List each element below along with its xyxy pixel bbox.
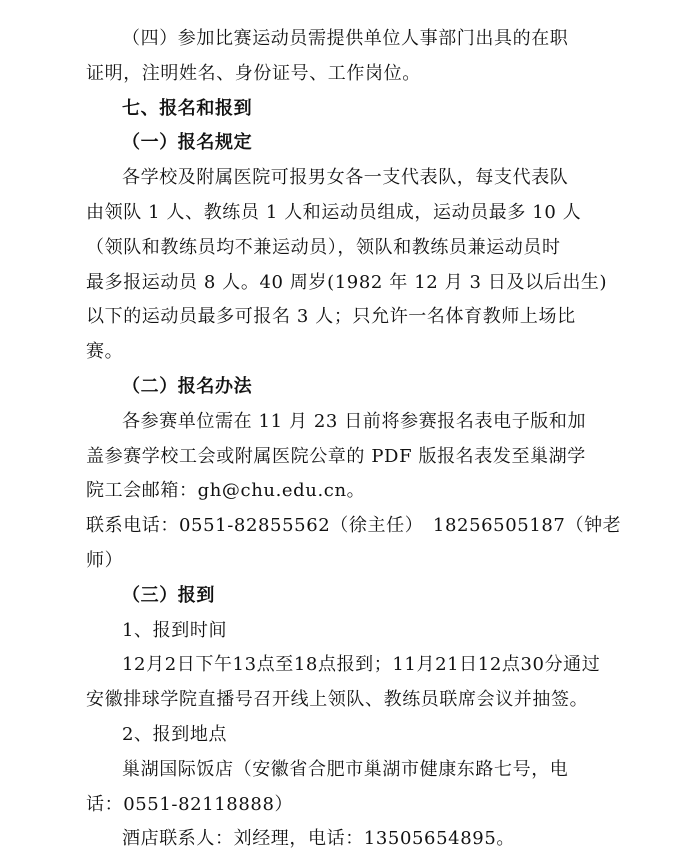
subsection-heading: （一）报名规定	[122, 132, 253, 154]
paragraph-line: 各学校及附属医院可报男女各一支代表队，每支代表队	[122, 167, 569, 189]
paragraph-line: 以下的运动员最多可报名 3 人；只允许一名体育教师上场比	[86, 306, 576, 328]
paragraph-line: 酒店联系人：刘经理，电话：13505654895。	[122, 828, 515, 850]
paragraph-line: 赛。	[86, 341, 124, 363]
paragraph-line: 院工会邮箱：gh@chu.edu.cn。	[86, 480, 366, 502]
paragraph-line: 话：0551-82118888）	[86, 793, 294, 815]
section-heading: 七、报名和报到	[122, 97, 253, 119]
contact-line: 联系电话：0551-82855562（徐主任） 18256505187（钟老	[86, 515, 622, 537]
item-label: 1、报到时间	[122, 619, 228, 641]
paragraph-line: 安徽排球学院直播号召开线上领队、教练员联席会议并抽签。	[86, 689, 589, 711]
paragraph-line: 巢湖国际饭店（安徽省合肥市巢湖市健康东路七号，电	[122, 758, 569, 780]
paragraph-line: 证明，注明姓名、身份证号、工作岗位。	[86, 62, 421, 84]
paragraph-line: 各参赛单位需在 11 月 23 日前将参赛报名表电子版和加	[122, 410, 587, 432]
paragraph-line: （领队和教练员均不兼运动员），领队和教练员兼运动员时	[86, 236, 561, 258]
paragraph-line: 12月2日下午13点至18点报到；11月21日12点30分通过	[122, 654, 601, 676]
item-label: 2、报到地点	[122, 723, 228, 745]
paragraph-line: （四）参加比赛运动员需提供单位人事部门出具的在职	[122, 28, 569, 49]
paragraph-line: 最多报运动员 8 人。40 周岁(1982 年 12 月 3 日及以后出生)	[86, 271, 608, 293]
paragraph-line: 盖参赛学校工会或附属医院公章的 PDF 版报名表发至巢湖学	[86, 445, 586, 467]
contact-line: 师）	[86, 549, 124, 571]
subsection-heading: （二）报名办法	[122, 375, 253, 397]
document-page	[86, 22, 622, 857]
paragraph-line: 由领队 1 人、教练员 1 人和运动员组成，运动员最多 10 人	[86, 201, 582, 223]
subsection-heading: （三）报到	[122, 584, 215, 606]
